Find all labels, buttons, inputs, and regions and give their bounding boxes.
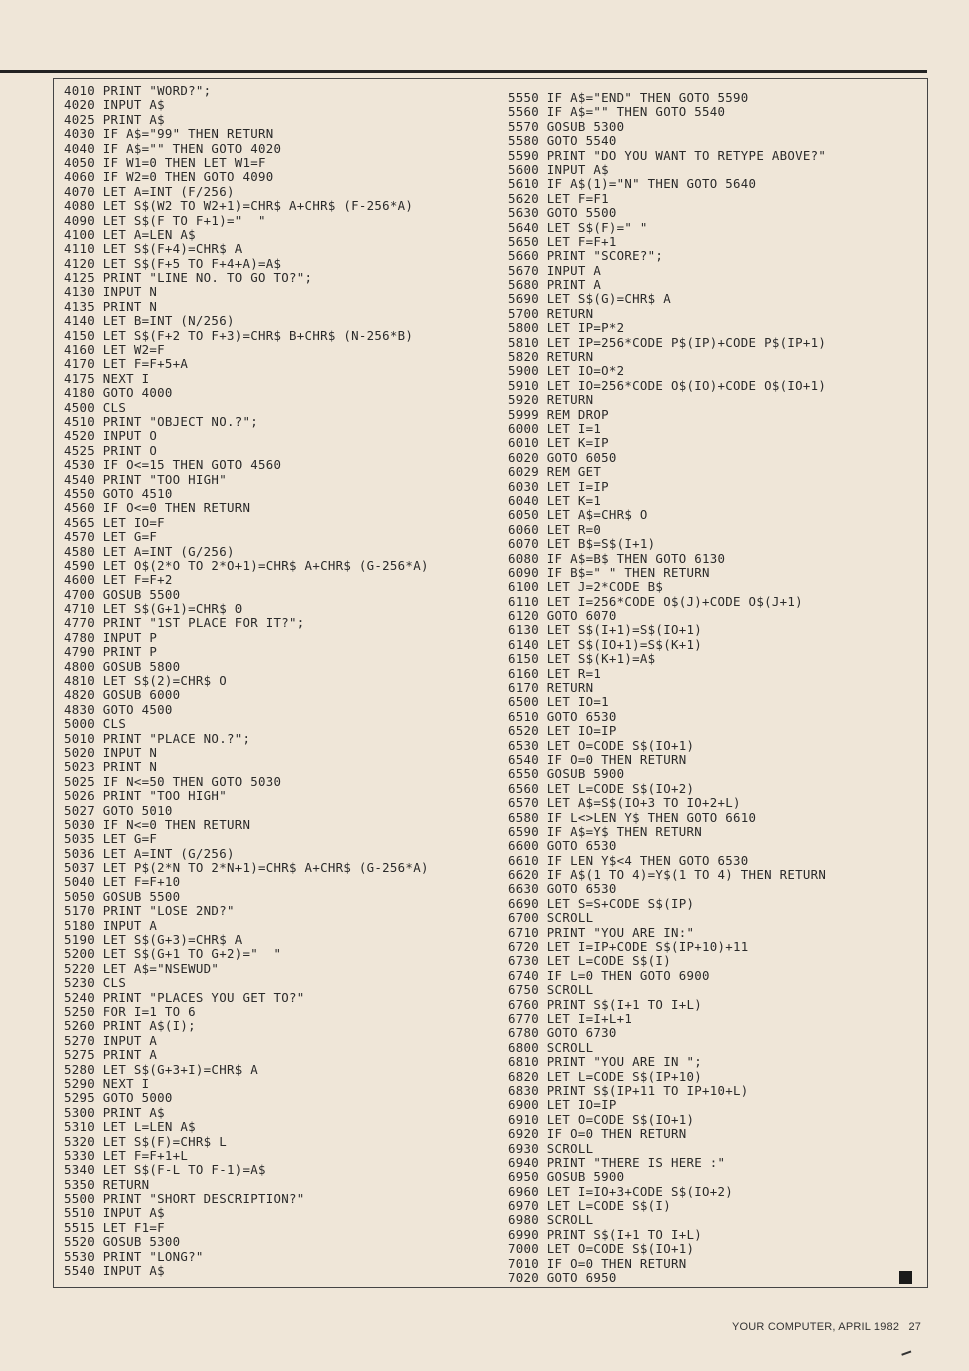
code-line: 4050 IF W1=0 THEN LET W1=F xyxy=(64,154,266,170)
code-line: 4080 LET S$(W2 TO W2+1)=CHR$ A+CHR$ (F-256*A) xyxy=(64,198,414,214)
code-line: 4500 CLS xyxy=(64,399,127,415)
code-line: 5190 LET S$(G+3)=CHR$ A xyxy=(64,932,243,948)
code-line: 6920 IF O=0 THEN RETURN xyxy=(508,1126,687,1142)
code-line: 4130 INPUT N xyxy=(64,284,158,300)
code-line: 5200 LET S$(G+1 TO G+2)=" " xyxy=(64,946,282,962)
code-line: 4710 LET S$(G+1)=CHR$ 0 xyxy=(64,601,243,617)
code-line: 5320 LET S$(F)=CHR$ L xyxy=(64,1133,227,1149)
code-line: 5670 INPUT A xyxy=(508,262,602,278)
code-line: 4770 PRINT "1ST PLACE FOR IT?"; xyxy=(64,615,305,631)
code-line: 6600 GOTO 6530 xyxy=(508,838,617,854)
code-line: 4020 INPUT A$ xyxy=(64,97,165,113)
code-line: 6740 IF L=0 THEN GOTO 6900 xyxy=(508,967,710,983)
code-line: 6020 GOTO 6050 xyxy=(508,449,617,465)
code-line: 4170 LET F=F+5+A xyxy=(64,356,189,372)
code-line: 5027 GOTO 5010 xyxy=(64,802,173,818)
code-line: 5310 LET L=LEN A$ xyxy=(64,1119,196,1135)
code-line: 6500 LET IO=1 xyxy=(508,694,609,710)
end-of-listing-mark xyxy=(899,1271,912,1284)
code-line: 5590 PRINT "DO YOU WANT TO RETYPE ABOVE?" xyxy=(508,147,827,163)
code-line: 5570 GOSUB 5300 xyxy=(508,118,625,134)
code-line: 5280 LET S$(G+3+I)=CHR$ A xyxy=(64,1061,258,1077)
code-line: 6050 LET A$=CHR$ O xyxy=(508,507,648,523)
code-line: 5260 PRINT A$(I); xyxy=(64,1018,196,1034)
code-line: 7020 GOTO 6950 xyxy=(508,1270,617,1286)
code-line: 5180 INPUT A xyxy=(64,917,158,933)
code-line: 4070 LET A=INT (F/256) xyxy=(64,183,235,199)
code-line: 5026 PRINT "TOO HIGH" xyxy=(64,788,227,804)
code-line: 6120 GOTO 6070 xyxy=(508,608,617,624)
code-line: 4040 IF A$="" THEN GOTO 4020 xyxy=(64,140,282,156)
code-line: 6910 LET O=CODE S$(IO+1) xyxy=(508,1111,695,1127)
code-line: 5515 LET F1=F xyxy=(64,1219,165,1235)
code-line: 5300 PRINT A$ xyxy=(64,1104,165,1120)
code-line: 5999 REM DROP xyxy=(508,406,609,422)
code-line: 5025 IF N<=50 THEN GOTO 5030 xyxy=(64,773,282,789)
code-line: 5690 LET S$(G)=CHR$ A xyxy=(508,291,671,307)
code-line: 5295 GOTO 5000 xyxy=(64,1090,173,1106)
code-line: 5640 LET S$(F)=" " xyxy=(508,219,648,235)
code-line: 6720 LET I=IP+CODE S$(IP+10)+11 xyxy=(508,939,749,955)
code-line: 4140 LET B=INT (N/256) xyxy=(64,313,235,329)
code-line: 6010 LET K=IP xyxy=(508,435,609,451)
code-line: 6940 PRINT "THERE IS HERE :" xyxy=(508,1154,726,1170)
code-line: 4565 LET IO=F xyxy=(64,514,165,530)
code-line: 5275 PRINT A xyxy=(64,1047,158,1063)
listing-left-column xyxy=(64,84,429,1278)
corner-mark xyxy=(901,1350,912,1359)
code-line: 5910 LET IO=256*CODE O$(IO)+CODE O$(IO+1) xyxy=(508,377,827,393)
code-line: 5650 LET F=F+1 xyxy=(508,233,617,249)
code-line: 6030 LET I=IP xyxy=(508,478,609,494)
code-line: 5030 IF N<=0 THEN RETURN xyxy=(64,816,251,832)
code-line: 6800 SCROLL xyxy=(508,1039,594,1055)
code-line: 4540 PRINT "TOO HIGH" xyxy=(64,471,227,487)
code-line: 6950 GOSUB 5900 xyxy=(508,1169,625,1185)
code-line: 4135 PRINT N xyxy=(64,298,158,314)
code-line: 6980 SCROLL xyxy=(508,1212,594,1228)
code-line: 5020 INPUT N xyxy=(64,744,158,760)
code-line: 4175 NEXT I xyxy=(64,370,150,386)
code-line: 6770 LET I=I+L+1 xyxy=(508,1011,633,1026)
code-line: 6970 LET L=CODE S$(I) xyxy=(508,1198,671,1214)
code-line: 5620 LET F=F1 xyxy=(508,190,609,206)
code-line: 4580 LET A=INT (G/256) xyxy=(64,543,235,559)
code-line: 6580 IF L<>LEN Y$ THEN GOTO 6610 xyxy=(508,809,757,825)
code-line: 6130 LET S$(I+1)=S$(IO+1) xyxy=(508,622,702,638)
code-line: 7000 LET O=CODE S$(IO+1) xyxy=(508,1241,695,1257)
code-line: 5530 PRINT "LONG?" xyxy=(64,1248,204,1264)
code-line: 4560 IF O<=0 THEN RETURN xyxy=(64,500,251,516)
code-line: 6570 LET A$=S$(IO+3 TO IO+2+L) xyxy=(508,795,741,811)
code-line: 4590 LET O$(2*O TO 2*O+1)=CHR$ A+CHR$ (G-256*A) xyxy=(64,557,429,573)
code-line: 6900 LET IO=IP xyxy=(508,1097,617,1113)
code-line: 4800 GOSUB 5800 xyxy=(64,658,181,674)
code-line: 5510 INPUT A$ xyxy=(64,1205,165,1221)
code-line: 6090 IF B$=" " THEN RETURN xyxy=(508,564,710,580)
code-line: 5550 IF A$="END" THEN GOTO 5590 xyxy=(508,90,749,105)
code-line: 6070 LET B$=S$(I+1) xyxy=(508,536,656,552)
code-line: 6960 LET I=IO+3+CODE S$(IO+2) xyxy=(508,1183,734,1199)
code-line: 4100 LET A=LEN A$ xyxy=(64,226,196,242)
code-line: 5520 GOSUB 5300 xyxy=(64,1234,181,1250)
code-line: 6520 LET IO=IP xyxy=(508,723,617,739)
code-line: 6140 LET S$(IO+1)=S$(K+1) xyxy=(508,636,702,652)
code-line: 6930 SCROLL xyxy=(508,1140,594,1156)
code-line: 4700 GOSUB 5500 xyxy=(64,586,181,602)
code-line: 4125 PRINT "LINE NO. TO GO TO?"; xyxy=(64,270,313,286)
code-line: 5040 LET F=F+10 xyxy=(64,874,181,890)
code-line: 5170 PRINT "LOSE 2ND?" xyxy=(64,903,235,919)
code-line: 6029 REM GET xyxy=(508,464,602,480)
code-line: 6590 IF A$=Y$ THEN RETURN xyxy=(508,823,702,839)
code-line: 6170 RETURN xyxy=(508,680,594,696)
code-line: 5050 GOSUB 5500 xyxy=(64,888,181,904)
code-line: 6110 LET I=256*CODE O$(J)+CODE O$(J+1) xyxy=(508,593,803,609)
code-line: 6690 LET S=S+CODE S$(IP) xyxy=(508,895,695,911)
code-line: 6700 SCROLL xyxy=(508,910,594,926)
code-line: 4010 PRINT "WORD?"; xyxy=(64,83,212,98)
code-line: 4025 PRINT A$ xyxy=(64,111,165,127)
code-line: 5036 LET A=INT (G/256) xyxy=(64,845,235,861)
code-line: 4570 LET G=F xyxy=(64,529,158,545)
code-line: 6060 LET R=0 xyxy=(508,521,602,537)
code-line: 4550 GOTO 4510 xyxy=(64,485,173,501)
code-line: 4600 LET F=F+2 xyxy=(64,572,173,588)
code-line: 5900 LET IO=O*2 xyxy=(508,363,625,379)
code-line: 5035 LET G=F xyxy=(64,831,158,847)
code-line: 4120 LET S$(F+5 TO F+4+A)=A$ xyxy=(64,255,282,271)
code-line: 4830 GOTO 4500 xyxy=(64,701,173,717)
code-line: 5250 FOR I=1 TO 6 xyxy=(64,1004,196,1019)
footer-magazine: YOUR COMPUTER, APRIL 1982 xyxy=(732,1321,900,1333)
code-line: 6620 IF A$(1 TO 4)=Y$(1 TO 4) THEN RETURN xyxy=(508,867,827,883)
code-line: 5540 INPUT A$ xyxy=(64,1263,165,1279)
listing-right-column xyxy=(508,91,826,1285)
code-line: 5330 LET F=F+1+L xyxy=(64,1147,189,1163)
code-line: 6830 PRINT S$(IP+11 TO IP+10+L) xyxy=(508,1082,749,1098)
code-line: 6550 GOSUB 5900 xyxy=(508,766,625,782)
code-line: 5230 CLS xyxy=(64,975,127,991)
code-line: 5800 LET IP=P*2 xyxy=(508,320,625,336)
top-rule xyxy=(0,70,927,73)
code-line: 4160 LET W2=F xyxy=(64,342,165,358)
code-line: 6150 LET S$(K+1)=A$ xyxy=(508,651,656,667)
code-line: 4510 PRINT "OBJECT NO.?"; xyxy=(64,413,258,429)
code-line: 5600 INPUT A$ xyxy=(508,161,609,177)
code-line: 6820 LET L=CODE S$(IP+10) xyxy=(508,1068,702,1084)
code-line: 5037 LET P$(2*N TO 2*N+1)=CHR$ A+CHR$ (G-256*A) xyxy=(64,860,429,876)
code-line: 6610 IF LEN Y$<4 THEN GOTO 6530 xyxy=(508,852,749,868)
code-line: 6000 LET I=1 xyxy=(508,420,602,436)
code-line: 4525 PRINT O xyxy=(64,442,158,458)
code-line: 4030 IF A$="99" THEN RETURN xyxy=(64,126,274,142)
code-line: 4090 LET S$(F TO F+1)=" " xyxy=(64,212,266,228)
code-line: 4180 GOTO 4000 xyxy=(64,385,173,401)
code-line: 4530 IF O<=15 THEN GOTO 4560 xyxy=(64,457,282,473)
code-line: 5680 PRINT A xyxy=(508,277,602,293)
code-line: 5820 RETURN xyxy=(508,349,594,365)
code-line: 5023 PRINT N xyxy=(64,759,158,775)
code-line: 5810 LET IP=256*CODE P$(IP)+CODE P$(IP+1) xyxy=(508,334,827,350)
code-line: 5700 RETURN xyxy=(508,305,594,321)
code-line: 5290 NEXT I xyxy=(64,1075,150,1091)
code-line: 6530 LET O=CODE S$(IO+1) xyxy=(508,737,695,753)
code-line: 5270 INPUT A xyxy=(64,1032,158,1048)
code-line: 5240 PRINT "PLACES YOU GET TO?" xyxy=(64,989,305,1005)
code-line: 6160 LET R=1 xyxy=(508,665,602,681)
code-line: 5660 PRINT "SCORE?"; xyxy=(508,248,664,264)
code-line: 6040 LET K=1 xyxy=(508,492,602,508)
code-line: 5220 LET A$="NSEWUD" xyxy=(64,960,220,976)
code-line: 4520 INPUT O xyxy=(64,428,158,444)
code-line: 5340 LET S$(F-L TO F-1)=A$ xyxy=(64,1162,266,1178)
code-line: 4820 GOSUB 6000 xyxy=(64,687,181,703)
code-line: 6760 PRINT S$(I+1 TO I+L) xyxy=(508,996,702,1012)
code-line: 6990 PRINT S$(I+1 TO I+L) xyxy=(508,1226,702,1242)
code-line: 6540 IF O=0 THEN RETURN xyxy=(508,751,687,767)
code-line: 4060 IF W2=0 THEN GOTO 4090 xyxy=(64,169,274,185)
code-line: 4810 LET S$(2)=CHR$ O xyxy=(64,673,227,689)
code-line: 4790 PRINT P xyxy=(64,644,158,660)
code-line: 6810 PRINT "YOU ARE IN "; xyxy=(508,1054,702,1070)
code-line: 6730 LET L=CODE S$(I) xyxy=(508,953,671,969)
code-line: 6750 SCROLL xyxy=(508,982,594,998)
footer-page-number: 27 xyxy=(908,1321,922,1333)
code-line: 4780 INPUT P xyxy=(64,629,158,645)
code-line: 6560 LET L=CODE S$(IO+2) xyxy=(508,780,695,796)
code-line: 6780 GOTO 6730 xyxy=(508,1025,617,1041)
code-line: 5350 RETURN xyxy=(64,1176,150,1192)
code-line: 5010 PRINT "PLACE NO.?"; xyxy=(64,730,251,746)
page-footer xyxy=(732,1321,921,1333)
code-line: 5000 CLS xyxy=(64,716,127,732)
code-line: 5580 GOTO 5540 xyxy=(508,133,617,149)
code-line: 5920 RETURN xyxy=(508,392,594,408)
code-line: 5560 IF A$="" THEN GOTO 5540 xyxy=(508,104,726,120)
code-line: 6100 LET J=2*CODE B$ xyxy=(508,579,664,595)
code-line: 6510 GOTO 6530 xyxy=(508,708,617,724)
code-line: 7010 IF O=0 THEN RETURN xyxy=(508,1255,687,1271)
code-line: 6710 PRINT "YOU ARE IN:" xyxy=(508,924,695,940)
code-line: 5500 PRINT "SHORT DESCRIPTION?" xyxy=(64,1191,305,1207)
code-line: 4150 LET S$(F+2 TO F+3)=CHR$ B+CHR$ (N-256*B) xyxy=(64,327,414,343)
code-line: 6080 IF A$=B$ THEN GOTO 6130 xyxy=(508,550,726,566)
code-line: 5610 IF A$(1)="N" THEN GOTO 5640 xyxy=(508,176,757,192)
code-line: 5630 GOTO 5500 xyxy=(508,205,617,221)
code-line: 4110 LET S$(F+4)=CHR$ A xyxy=(64,241,243,257)
code-line: 6630 GOTO 6530 xyxy=(508,881,617,897)
